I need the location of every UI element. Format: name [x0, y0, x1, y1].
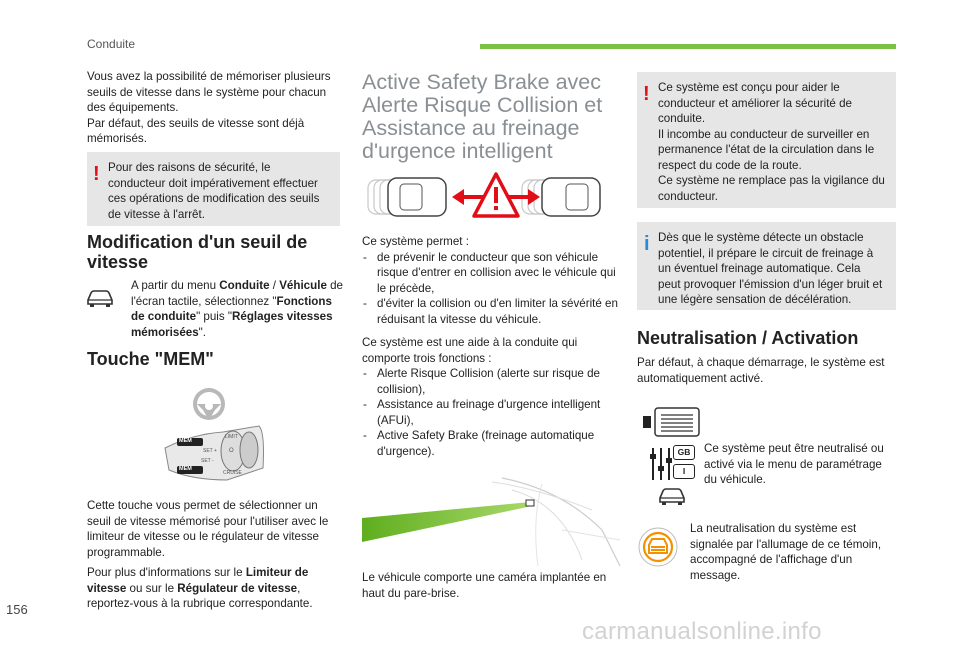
gb-badge-icon: GB — [673, 445, 695, 460]
signal-text: La neutralisation du système est signalée par l'allumage de ce témoin, accompagné de l'affichage d'un message. — [690, 522, 882, 582]
watermark: carmanualsonline.info — [582, 618, 822, 645]
cruise-stalk-illustration — [163, 418, 266, 490]
collision-warning-lamp-icon — [638, 527, 678, 572]
stalk-label-set-plus: SET + — [203, 448, 217, 454]
intro-para-2: Par défaut, des seuils de vitesse sont déjà mémorisés. — [87, 116, 305, 145]
stalk-label-limit: LIMIT — [225, 434, 238, 440]
list-item: - de prévenir le conducteur que son véhicule risque d'entrer en collision avec le véhicule qui le précède, — [362, 250, 624, 297]
main-title: Active Safety Brake avec Alerte Risque Collision et Assistance au freinage d'urgence intelligent — [362, 70, 603, 163]
warning-text: Ce système est conçu pour aider le conducteur et améliorer la sécurité de conduite. Il incombe au conducteur de surveiller en permanence l'état de la circulation dans le respect du code de la route. Ce système ne remplace pas la vigilance du conducteur. — [658, 81, 885, 203]
system-permet — [362, 234, 624, 327]
aide-intro: Ce système est une aide à la conduite qui comporte trois fonctions : — [362, 336, 578, 365]
neutral-text: Ce système peut être neutralisé ou activé via le menu de paramétrage du véhicule. — [704, 442, 884, 486]
menu-instruction: A partir du menu Conduite / Véhicule de l'écran tactile, sélectionnez "Fonctions de conduite" puis "Réglages vitesses mémorisées". — [131, 279, 344, 339]
warning-box-system — [637, 72, 896, 208]
info-text: Dès que le système détecte un obstacle potentiel, il prépare le circuit de freinage à un éventuel freinage automatique. Cela peut provoquer l'émission d'un léger bruit et une légère sensation de décélération. — [658, 231, 883, 306]
stalk-label-set-minus: SET - — [201, 458, 214, 464]
list-item: - Assistance au freinage d'urgence intelligent (AFUi), — [362, 397, 624, 428]
list-item: - Alerte Risque Collision (alerte sur risque de collision), — [362, 366, 624, 397]
intro-para-1: Vous avez la possibilité de mémoriser plusieurs seuils de vitesse dans le système pour chacun des équipements. — [87, 70, 331, 114]
page-number: 156 — [6, 602, 28, 617]
mem-description: Cette touche vous permet de sélectionner un seuil de vitesse mémorisé pour l'utiliser avec le limiteur de vitesse ou le régulateur de vitesse programmable. — [87, 499, 329, 559]
default-text: Par défaut, à chaque démarrage, le système est automatiquement activé. — [637, 356, 885, 385]
car-icon — [85, 288, 115, 313]
list-item: - Active Safety Brake (freinage automatique d'urgence). — [362, 428, 624, 459]
car-icon — [657, 486, 687, 511]
permet-intro: Ce système permet : — [362, 235, 469, 248]
system-functions — [362, 335, 624, 459]
intro-text — [87, 69, 342, 147]
camera-text: Le véhicule comporte une caméra implantée en haut du pare-brise. — [362, 571, 607, 600]
stalk-label-cruise: CRUISE — [223, 470, 242, 476]
settings-sliders-icon — [649, 446, 673, 487]
warning-text: Pour des raisons de sécurité, le conducteur doit impérativement effectuer ces opérations de modification des seuils de vitesse à l'arrêt. — [108, 161, 320, 221]
heading-neutralisation: Neutralisation / Activation — [637, 328, 859, 348]
heading-mem: Touche "MEM" — [87, 349, 214, 369]
warning-icon: ! — [93, 163, 100, 185]
heading-modification: Modification d'un seuil de vitesse — [87, 232, 308, 272]
collision-illustration — [362, 170, 624, 222]
section-header: Conduite — [87, 37, 136, 51]
info-icon: i — [644, 233, 650, 255]
section-accent-bar — [480, 44, 896, 49]
stalk-label-mem-bottom: MEM — [179, 466, 192, 472]
refer-text: Pour plus d'informations sur le Limiteur de vitesse ou sur le Régulateur de vitesse, reportez-vous à la rubrique correspondante. — [87, 566, 313, 610]
warning-icon: ! — [643, 83, 650, 105]
stalk-label-off: O — [229, 448, 234, 454]
info-box-obstacle — [637, 222, 896, 310]
i-badge-icon: I — [673, 464, 695, 479]
windshield-camera-illustration — [362, 470, 624, 566]
warning-box-speed — [87, 152, 340, 226]
touchscreen-icon — [643, 406, 701, 443]
stalk-label-mem-top: MEM — [179, 438, 192, 444]
list-item: - d'éviter la collision ou d'en limiter la sévérité en réduisant la vitesse du véhicule. — [362, 296, 624, 327]
